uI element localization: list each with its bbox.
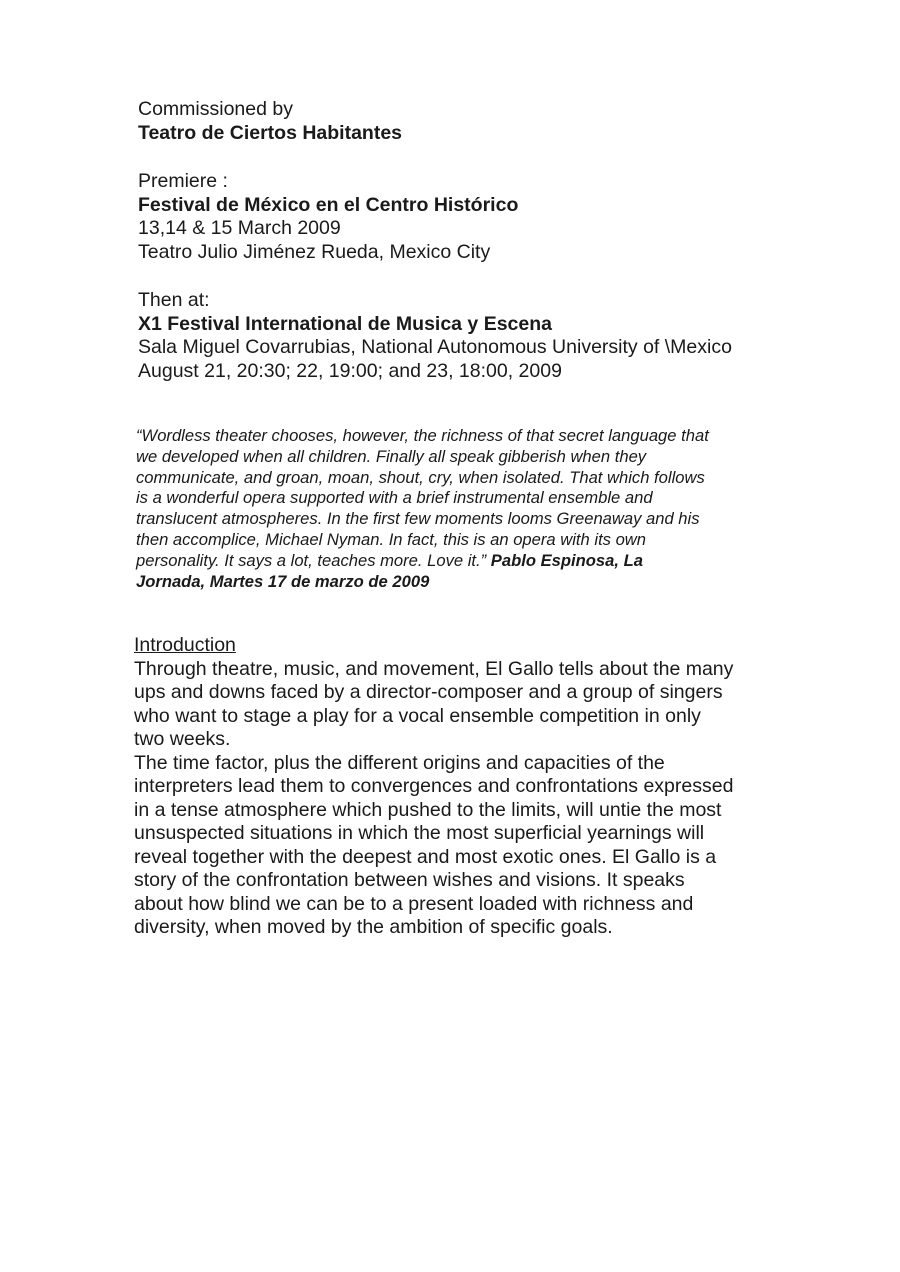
introduction-line: who want to stage a play for a vocal ensemble competition in only [134, 704, 701, 727]
introduction-line: interpreters lead them to convergences and confrontations expressed [134, 775, 734, 797]
introduction-line: diversity, when moved by the ambition of specific goals. [134, 916, 613, 938]
commission-name: Teatro de Ciertos Habitantes [138, 121, 403, 144]
introduction-line: about how blind we can be to a present loaded with richness and [134, 892, 694, 915]
introduction-line: unsuspected situations in which the most superficial yearnings will [134, 822, 705, 844]
introduction-line: Through theatre, music, and movement, El Gallo tells about the many [134, 657, 734, 680]
quote-line: communicate, and groan, moan, shout, cry, when isolated. That which follows [136, 467, 705, 487]
introduction-line: in a tense atmosphere which pushed to the limits, will untie the most [134, 798, 722, 821]
then-block [138, 289, 838, 383]
introduction-line: reveal together with the deepest and most exotic ones. El Gallo is a [134, 845, 717, 868]
quote-line: translucent atmospheres. In the first few moments looms Greenaway and his [136, 509, 700, 529]
quote-line-last [136, 551, 776, 572]
quote-line: then accomplice, Michael Nyman. In fact, this is an opera with its own [136, 529, 647, 549]
commission-block [138, 98, 838, 145]
premiere-block [138, 170, 838, 264]
premiere-label: Premiere : [138, 170, 228, 192]
then-dates: August 21, 20:30; 22, 19:00; and 23, 18:00, 2009 [138, 359, 562, 382]
commission-label: Commissioned by [138, 98, 293, 120]
introduction-line: ups and downs faced by a director-composer and a group of singers [134, 681, 723, 703]
introduction-line: two weeks. [134, 728, 231, 750]
press-quote [136, 426, 776, 592]
quote-citation-part2: Jornada, Martes 17 de marzo de 2009 [136, 571, 430, 591]
quote-last-text: personality. It says a lot, teaches more. Love it.” [136, 550, 491, 570]
quote-line: is a wonderful opera supported with a brief instrumental ensemble and [136, 488, 653, 508]
premiere-festival: Festival de México en el Centro Histórico [138, 193, 519, 216]
introduction-line: The time factor, plus the different origins and capacities of the [134, 751, 665, 774]
then-festival: X1 Festival International de Musica y Escena [138, 312, 552, 335]
then-label: Then at: [138, 289, 210, 311]
introduction-section [134, 634, 814, 940]
quote-line: “Wordless theater chooses, however, the richness of that secret language that [136, 426, 709, 445]
introduction-line: story of the confrontation between wishes and visions. It speaks [134, 869, 685, 891]
quote-citation-part1: Pablo Espinosa, La [490, 550, 643, 570]
introduction-heading: Introduction [134, 634, 236, 656]
premiere-venue: Teatro Julio Jiménez Rueda, Mexico City [138, 240, 491, 263]
then-venue: Sala Miguel Covarrubias, National Autonomous University of \Mexico [138, 336, 732, 358]
quote-line: we developed when all children. Finally all speak gibberish when they [136, 446, 647, 466]
premiere-dates: 13,14 & 15 March 2009 [138, 217, 341, 239]
